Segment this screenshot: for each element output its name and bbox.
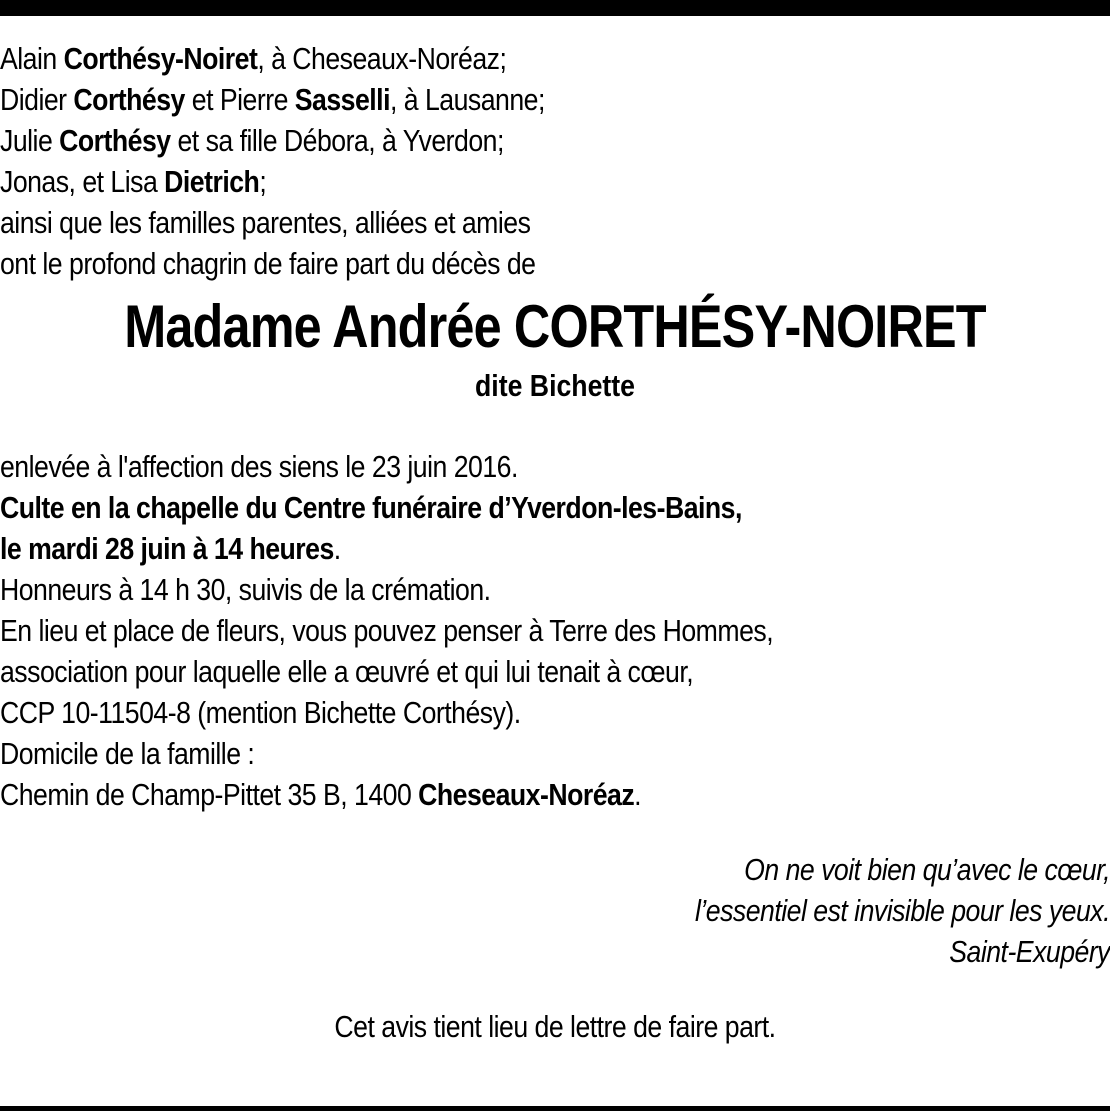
bottom-rule [0,1106,1110,1111]
intro-line-2: ont le profond chagrin de faire part du décès de [0,246,536,281]
address-street: Chemin de Champ-Pittet 35 B, 1400 [0,777,419,812]
family-line-4-name: Dietrich [164,164,260,199]
family-line-2-place: , à Lausanne; [389,82,545,117]
service-line-2 [0,528,1084,569]
address-line [0,774,1084,815]
spacer [0,815,1110,849]
service-datetime: le mardi 28 juin à 14 heures [0,531,334,566]
family-line-3-name: Corthésy [59,123,171,158]
flowers-line-1: En lieu et place de fleurs, vous pouvez penser à Terre des Hommes, [0,613,774,648]
quote-author: Saint-Exupéry [949,934,1110,969]
family-line-1-place: , à Cheseaux-Noréaz; [257,41,507,76]
service-line-1 [0,487,1084,528]
family-line-2-name: Corthésy [73,82,185,117]
top-rule [0,0,1110,16]
obituary-notice [0,38,1110,1047]
death-date-line: enlevée à l'affection des siens le 23 juin 2016. [0,449,518,484]
address-end: . [634,777,642,812]
family-line-2-text: Didier [0,82,74,117]
deceased-name: Madame Andrée CORTHÉSY-NOIRET [124,293,986,360]
family-line-1 [0,38,1084,79]
spacer [0,406,1110,446]
quote-line-2: l’essentiel est invisible pour les yeux. [694,893,1110,928]
service-location: Culte en la chapelle du Centre funéraire d’Yverdon-les-Bains, [0,490,742,525]
family-line-1-text: Alain [0,41,64,76]
family-line-1-name: Corthésy-Noiret [63,41,258,76]
spacer [0,972,1110,1006]
closing-note: Cet avis tient lieu de lettre de faire part. [334,1009,776,1044]
honours-line: Honneurs à 14 h 30, suivis de la crémation. [0,572,491,607]
family-line-4-end: ; [259,164,267,199]
quote-line-1: On ne voit bien qu’avec le cœur, [744,852,1110,887]
family-line-3 [0,120,1084,161]
family-line-2-mid: et Pierre [184,82,295,117]
service-line-2-end: . [333,531,341,566]
family-line-3-text: Julie [0,123,60,158]
family-line-3-place: et sa fille Débora, à Yverdon; [170,123,504,158]
flowers-line-2: association pour laquelle elle a œuvré et qui lui tenait à cœur, [0,654,694,689]
family-line-2-name-2: Sasselli [294,82,390,117]
family-line-2 [0,79,1084,120]
family-line-4-text: Jonas, et Lisa [0,164,165,199]
ccp-line: CCP 10-11504-8 (mention Bichette Corthésy). [0,695,521,730]
address-town: Cheseaux-Noréaz [418,777,635,812]
deceased-nickname: dite Bichette [475,368,635,403]
intro-line-1: ainsi que les familles parentes, alliées et amies [0,205,531,240]
family-line-4 [0,161,1084,202]
domicile-label: Domicile de la famille : [0,736,255,771]
